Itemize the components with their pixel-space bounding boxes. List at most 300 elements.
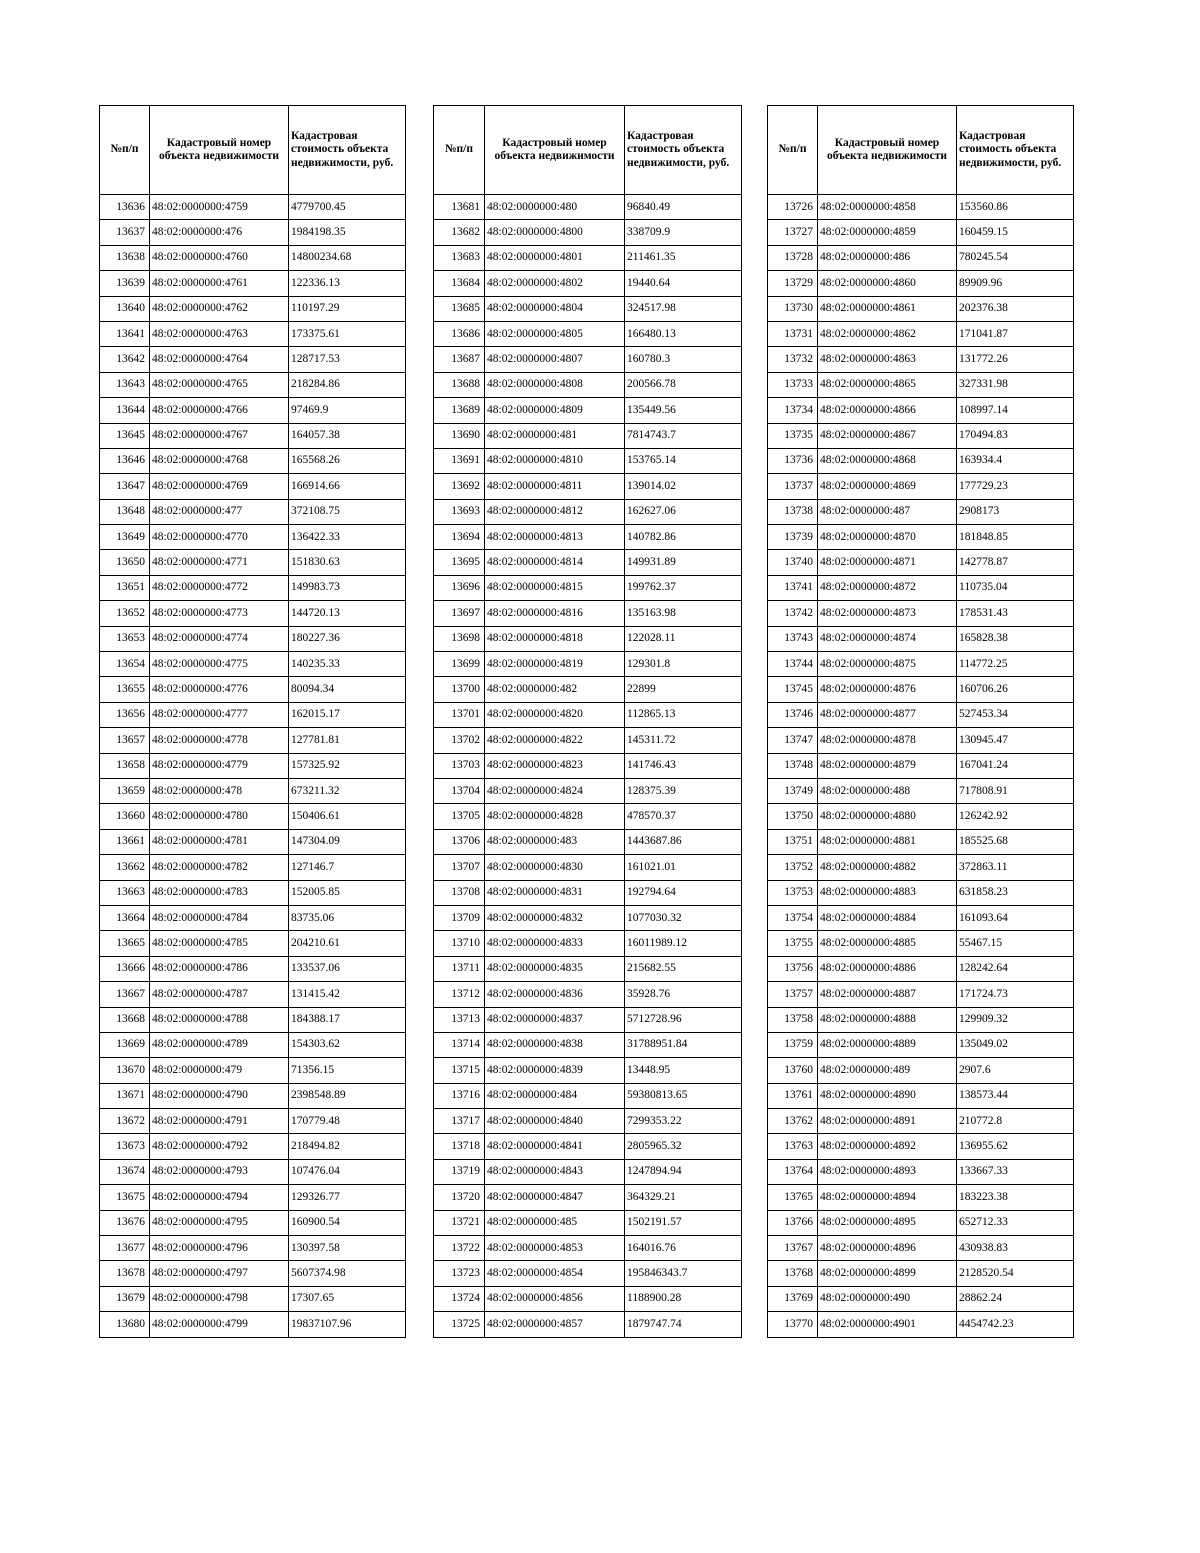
header-cadastral-value: Кадастровая стоимость объекта недвижимости, руб.: [625, 106, 742, 195]
cadastral-number: 48:02:0000000:477: [150, 499, 289, 524]
table-row: [434, 245, 742, 270]
table-row: [768, 245, 1074, 270]
cadastral-number: 48:02:0000000:4865: [818, 372, 957, 397]
table-row: [100, 245, 406, 270]
cadastral-number: 48:02:0000000:4811: [485, 474, 625, 499]
cadastral-value: 478570.37: [625, 804, 742, 829]
cadastral-number: 48:02:0000000:4861: [818, 296, 957, 321]
row-number: 13719: [434, 1159, 485, 1184]
row-number: 13690: [434, 423, 485, 448]
table-row: [768, 423, 1074, 448]
table-row: [434, 1185, 742, 1210]
cadastral-value: 83735.06: [289, 905, 406, 930]
table-row: [100, 550, 406, 575]
table-row: [100, 474, 406, 499]
row-number: 13668: [100, 1007, 150, 1032]
row-number: 13652: [100, 601, 150, 626]
cadastral-number: 48:02:0000000:4777: [150, 702, 289, 727]
cadastral-number: 48:02:0000000:4802: [485, 271, 625, 296]
row-number: 13717: [434, 1109, 485, 1134]
cadastral-value: 128375.39: [625, 778, 742, 803]
cadastral-number: 48:02:0000000:4880: [818, 804, 957, 829]
cadastral-number: 48:02:0000000:4853: [485, 1236, 625, 1261]
cadastral-value: 110735.04: [957, 575, 1074, 600]
cadastral-value: 160780.3: [625, 347, 742, 372]
table-row: [434, 1058, 742, 1083]
cadastral-number: 48:02:0000000:4815: [485, 575, 625, 600]
row-number: 13696: [434, 575, 485, 600]
row-number: 13648: [100, 499, 150, 524]
cadastral-table-2: [433, 105, 742, 1338]
table-row: [434, 1286, 742, 1311]
cadastral-value: 7299353.22: [625, 1109, 742, 1134]
row-number: 13705: [434, 804, 485, 829]
cadastral-number: 48:02:0000000:479: [150, 1058, 289, 1083]
table-row: [434, 677, 742, 702]
cadastral-value: 152005.85: [289, 880, 406, 905]
cadastral-value: 1443687.86: [625, 829, 742, 854]
table-row: [768, 753, 1074, 778]
table-row: [100, 448, 406, 473]
row-number: 13729: [768, 271, 818, 296]
cadastral-number: 48:02:0000000:4794: [150, 1185, 289, 1210]
table-row: [434, 1261, 742, 1286]
cadastral-value: 28862.24: [957, 1286, 1074, 1311]
cadastral-number: 48:02:0000000:4808: [485, 372, 625, 397]
cadastral-number: 48:02:0000000:4833: [485, 931, 625, 956]
cadastral-value: 80094.34: [289, 677, 406, 702]
table-row: [100, 195, 406, 220]
row-number: 13754: [768, 905, 818, 930]
cadastral-value: 1879747.74: [625, 1312, 742, 1337]
table-row: [434, 982, 742, 1007]
table-row: [768, 321, 1074, 346]
cadastral-value: 135049.02: [957, 1032, 1074, 1057]
cadastral-number: 48:02:0000000:4863: [818, 347, 957, 372]
cadastral-value: 327331.98: [957, 372, 1074, 397]
cadastral-number: 48:02:0000000:4841: [485, 1134, 625, 1159]
row-number: 13665: [100, 931, 150, 956]
cadastral-value: 107476.04: [289, 1159, 406, 1184]
cadastral-value: 1502191.57: [625, 1210, 742, 1235]
cadastral-number: 48:02:0000000:4765: [150, 372, 289, 397]
table-row: [768, 1185, 1074, 1210]
cadastral-value: 202376.38: [957, 296, 1074, 321]
row-number: 13760: [768, 1058, 818, 1083]
table-row: [100, 347, 406, 372]
table-row: [434, 271, 742, 296]
cadastral-number: 48:02:0000000:4793: [150, 1159, 289, 1184]
table-row: [100, 753, 406, 778]
cadastral-value: 153765.14: [625, 448, 742, 473]
table-row: [100, 778, 406, 803]
cadastral-number: 48:02:0000000:4790: [150, 1083, 289, 1108]
cadastral-value: 97469.9: [289, 398, 406, 423]
cadastral-value: 165828.38: [957, 626, 1074, 651]
cadastral-value: 181848.85: [957, 525, 1074, 550]
table-row: [768, 575, 1074, 600]
cadastral-number: 48:02:0000000:4876: [818, 677, 957, 702]
cadastral-number: 48:02:0000000:486: [818, 245, 957, 270]
cadastral-value: 114772.25: [957, 652, 1074, 677]
cadastral-value: 160459.15: [957, 220, 1074, 245]
row-number: 13674: [100, 1159, 150, 1184]
cadastral-value: 204210.61: [289, 931, 406, 956]
table-row: [768, 982, 1074, 1007]
table-row: [100, 1058, 406, 1083]
row-number: 13680: [100, 1312, 150, 1337]
table-row: [768, 1058, 1074, 1083]
cadastral-value: 141746.43: [625, 753, 742, 778]
cadastral-number: 48:02:0000000:4860: [818, 271, 957, 296]
cadastral-number: 48:02:0000000:4785: [150, 931, 289, 956]
cadastral-value: 430938.83: [957, 1236, 1074, 1261]
row-number: 13650: [100, 550, 150, 575]
table-row: [434, 905, 742, 930]
row-number: 13761: [768, 1083, 818, 1108]
cadastral-number: 48:02:0000000:4812: [485, 499, 625, 524]
cadastral-value: 136422.33: [289, 525, 406, 550]
cadastral-value: 112865.13: [625, 702, 742, 727]
table-row: [434, 931, 742, 956]
row-number: 13709: [434, 905, 485, 930]
cadastral-number: 48:02:0000000:4866: [818, 398, 957, 423]
table-row: [768, 1159, 1074, 1184]
cadastral-value: 631858.23: [957, 880, 1074, 905]
row-number: 13682: [434, 220, 485, 245]
cadastral-number: 48:02:0000000:4871: [818, 550, 957, 575]
table-row: [434, 398, 742, 423]
table-row: [434, 1134, 742, 1159]
header-number: №п/п: [768, 106, 818, 195]
cadastral-value: 14800234.68: [289, 245, 406, 270]
table-row: [768, 271, 1074, 296]
cadastral-value: 149931.89: [625, 550, 742, 575]
cadastral-value: 130945.47: [957, 728, 1074, 753]
table-row: [768, 601, 1074, 626]
cadastral-value: 16011989.12: [625, 931, 742, 956]
cadastral-value: 130397.58: [289, 1236, 406, 1261]
cadastral-value: 2805965.32: [625, 1134, 742, 1159]
cadastral-value: 5607374.98: [289, 1261, 406, 1286]
table-row: [768, 905, 1074, 930]
row-number: 13743: [768, 626, 818, 651]
row-number: 13670: [100, 1058, 150, 1083]
row-number: 13713: [434, 1007, 485, 1032]
cadastral-number: 48:02:0000000:4773: [150, 601, 289, 626]
table-row: [434, 702, 742, 727]
table-row: [100, 804, 406, 829]
cadastral-value: 215682.55: [625, 956, 742, 981]
cadastral-number: 48:02:0000000:4759: [150, 195, 289, 220]
row-number: 13639: [100, 271, 150, 296]
cadastral-number: 48:02:0000000:4813: [485, 525, 625, 550]
cadastral-number: 48:02:0000000:4874: [818, 626, 957, 651]
cadastral-value: 55467.15: [957, 931, 1074, 956]
cadastral-value: 338709.9: [625, 220, 742, 245]
row-number: 13669: [100, 1032, 150, 1057]
cadastral-value: 652712.33: [957, 1210, 1074, 1235]
row-number: 13661: [100, 829, 150, 854]
header-cadastral-value: Кадастровая стоимость объекта недвижимости, руб.: [957, 106, 1074, 195]
row-number: 13767: [768, 1236, 818, 1261]
table-row: [434, 880, 742, 905]
row-number: 13765: [768, 1185, 818, 1210]
cadastral-number: 48:02:0000000:4787: [150, 982, 289, 1007]
table-row: [434, 626, 742, 651]
row-number: 13706: [434, 829, 485, 854]
cadastral-number: 48:02:0000000:4882: [818, 855, 957, 880]
cadastral-value: 35928.76: [625, 982, 742, 1007]
row-number: 13679: [100, 1286, 150, 1311]
table-row: [434, 474, 742, 499]
cadastral-number: 48:02:0000000:4816: [485, 601, 625, 626]
cadastral-value: 364329.21: [625, 1185, 742, 1210]
cadastral-number: 48:02:0000000:4884: [818, 905, 957, 930]
cadastral-number: 48:02:0000000:487: [818, 499, 957, 524]
row-number: 13720: [434, 1185, 485, 1210]
table-row: [434, 220, 742, 245]
table-row: [434, 347, 742, 372]
row-number: 13730: [768, 296, 818, 321]
row-number: 13699: [434, 652, 485, 677]
row-number: 13744: [768, 652, 818, 677]
table-row: [768, 1083, 1074, 1108]
header-cadastral-number: Кадастровый номер объекта недвижимости: [818, 106, 957, 195]
header-cadastral-value: Кадастровая стоимость объекта недвижимости, руб.: [289, 106, 406, 195]
cadastral-number: 48:02:0000000:4820: [485, 702, 625, 727]
table-row: [768, 220, 1074, 245]
table-row: [768, 1236, 1074, 1261]
cadastral-number: 48:02:0000000:4840: [485, 1109, 625, 1134]
row-number: 13750: [768, 804, 818, 829]
table-row: [768, 1032, 1074, 1057]
table-row: [768, 956, 1074, 981]
table-row: [100, 626, 406, 651]
table-row: [100, 855, 406, 880]
cadastral-value: 133667.33: [957, 1159, 1074, 1184]
cadastral-number: 48:02:0000000:4804: [485, 296, 625, 321]
row-number: 13678: [100, 1261, 150, 1286]
row-number: 13636: [100, 195, 150, 220]
row-number: 13687: [434, 347, 485, 372]
cadastral-value: 13448.95: [625, 1058, 742, 1083]
row-number: 13753: [768, 880, 818, 905]
cadastral-number: 48:02:0000000:485: [485, 1210, 625, 1235]
cadastral-number: 48:02:0000000:4895: [818, 1210, 957, 1235]
cadastral-number: 48:02:0000000:4870: [818, 525, 957, 550]
cadastral-number: 48:02:0000000:4843: [485, 1159, 625, 1184]
row-number: 13746: [768, 702, 818, 727]
cadastral-number: 48:02:0000000:4769: [150, 474, 289, 499]
row-number: 13637: [100, 220, 150, 245]
cadastral-number: 48:02:0000000:4761: [150, 271, 289, 296]
cadastral-number: 48:02:0000000:4778: [150, 728, 289, 753]
table-row: [100, 1159, 406, 1184]
table-row: [100, 1109, 406, 1134]
cadastral-value: 129909.32: [957, 1007, 1074, 1032]
cadastral-number: 48:02:0000000:4783: [150, 880, 289, 905]
cadastral-number: 48:02:0000000:4890: [818, 1083, 957, 1108]
row-number: 13677: [100, 1236, 150, 1261]
row-number: 13640: [100, 296, 150, 321]
cadastral-number: 48:02:0000000:4835: [485, 956, 625, 981]
table-row: [768, 347, 1074, 372]
cadastral-value: 142778.87: [957, 550, 1074, 575]
cadastral-value: 140235.33: [289, 652, 406, 677]
cadastral-value: 180227.36: [289, 626, 406, 651]
row-number: 13757: [768, 982, 818, 1007]
row-number: 13712: [434, 982, 485, 1007]
cadastral-number: 48:02:0000000:4856: [485, 1286, 625, 1311]
row-number: 13676: [100, 1210, 150, 1235]
cadastral-number: 48:02:0000000:4779: [150, 753, 289, 778]
cadastral-value: 211461.35: [625, 245, 742, 270]
cadastral-number: 48:02:0000000:476: [150, 220, 289, 245]
cadastral-value: 108997.14: [957, 398, 1074, 423]
table-row: [100, 677, 406, 702]
cadastral-number: 48:02:0000000:4859: [818, 220, 957, 245]
row-number: 13675: [100, 1185, 150, 1210]
cadastral-number: 48:02:0000000:4837: [485, 1007, 625, 1032]
cadastral-number: 48:02:0000000:4760: [150, 245, 289, 270]
row-number: 13718: [434, 1134, 485, 1159]
cadastral-value: 2398548.89: [289, 1083, 406, 1108]
cadastral-number: 48:02:0000000:4823: [485, 753, 625, 778]
row-number: 13769: [768, 1286, 818, 1311]
row-number: 13663: [100, 880, 150, 905]
header-number: №п/п: [434, 106, 485, 195]
cadastral-value: 161093.64: [957, 905, 1074, 930]
row-number: 13752: [768, 855, 818, 880]
cadastral-number: 48:02:0000000:4832: [485, 905, 625, 930]
cadastral-number: 48:02:0000000:4819: [485, 652, 625, 677]
cadastral-value: 135163.98: [625, 601, 742, 626]
cadastral-number: 48:02:0000000:4807: [485, 347, 625, 372]
row-number: 13647: [100, 474, 150, 499]
cadastral-number: 48:02:0000000:4873: [818, 601, 957, 626]
cadastral-number: 48:02:0000000:4789: [150, 1032, 289, 1057]
cadastral-number: 48:02:0000000:4814: [485, 550, 625, 575]
row-number: 13704: [434, 778, 485, 803]
row-number: 13643: [100, 372, 150, 397]
table-row: [434, 855, 742, 880]
table-row: [100, 1083, 406, 1108]
table-row: [434, 575, 742, 600]
table-row: [434, 804, 742, 829]
header-number: №п/п: [100, 106, 150, 195]
cadastral-value: 324517.98: [625, 296, 742, 321]
cadastral-value: 210772.8: [957, 1109, 1074, 1134]
row-number: 13766: [768, 1210, 818, 1235]
cadastral-value: 1984198.35: [289, 220, 406, 245]
cadastral-value: 1077030.32: [625, 905, 742, 930]
row-number: 13641: [100, 321, 150, 346]
cadastral-value: 717808.91: [957, 778, 1074, 803]
cadastral-number: 48:02:0000000:4828: [485, 804, 625, 829]
row-number: 13707: [434, 855, 485, 880]
cadastral-value: 4779700.45: [289, 195, 406, 220]
row-number: 13768: [768, 1261, 818, 1286]
table-row: [434, 956, 742, 981]
cadastral-value: 31788951.84: [625, 1032, 742, 1057]
table-row: [100, 905, 406, 930]
cadastral-value: 2908173: [957, 499, 1074, 524]
cadastral-value: 163934.4: [957, 448, 1074, 473]
table-row: [100, 982, 406, 1007]
table-row: [768, 626, 1074, 651]
table-row: [768, 372, 1074, 397]
row-number: 13739: [768, 525, 818, 550]
table-row: [434, 195, 742, 220]
table-row: [100, 372, 406, 397]
row-number: 13684: [434, 271, 485, 296]
table-row: [768, 855, 1074, 880]
row-number: 13651: [100, 575, 150, 600]
table-row: [100, 1134, 406, 1159]
row-number: 13671: [100, 1083, 150, 1108]
table-row: [768, 1286, 1074, 1311]
cadastral-number: 48:02:0000000:4886: [818, 956, 957, 981]
row-number: 13660: [100, 804, 150, 829]
row-number: 13692: [434, 474, 485, 499]
table-row: [100, 296, 406, 321]
table-row: [434, 525, 742, 550]
table-row: [768, 1109, 1074, 1134]
row-number: 13673: [100, 1134, 150, 1159]
cadastral-value: 89909.96: [957, 271, 1074, 296]
row-number: 13714: [434, 1032, 485, 1057]
table-row: [434, 1312, 742, 1337]
table-row: [434, 296, 742, 321]
table-row: [434, 550, 742, 575]
cadastral-number: 48:02:0000000:4774: [150, 626, 289, 651]
table-row: [100, 1007, 406, 1032]
cadastral-value: 165568.26: [289, 448, 406, 473]
row-number: 13736: [768, 448, 818, 473]
cadastral-number: 48:02:0000000:4836: [485, 982, 625, 1007]
cadastral-value: 780245.54: [957, 245, 1074, 270]
row-number: 13758: [768, 1007, 818, 1032]
row-number: 13764: [768, 1159, 818, 1184]
table-row: [768, 474, 1074, 499]
table-row: [768, 296, 1074, 321]
table-row: [434, 423, 742, 448]
table-row: [768, 804, 1074, 829]
cadastral-value: 178531.43: [957, 601, 1074, 626]
row-number: 13716: [434, 1083, 485, 1108]
table-row: [100, 1210, 406, 1235]
cadastral-value: 138573.44: [957, 1083, 1074, 1108]
table-row: [100, 321, 406, 346]
cadastral-number: 48:02:0000000:4892: [818, 1134, 957, 1159]
row-number: 13762: [768, 1109, 818, 1134]
cadastral-value: 1188900.28: [625, 1286, 742, 1311]
cadastral-value: 218284.86: [289, 372, 406, 397]
cadastral-number: 48:02:0000000:4791: [150, 1109, 289, 1134]
table-row: [768, 1134, 1074, 1159]
row-number: 13745: [768, 677, 818, 702]
cadastral-number: 48:02:0000000:4889: [818, 1032, 957, 1057]
row-number: 13683: [434, 245, 485, 270]
cadastral-value: 126242.92: [957, 804, 1074, 829]
cadastral-number: 48:02:0000000:4894: [818, 1185, 957, 1210]
cadastral-value: 184388.17: [289, 1007, 406, 1032]
table-row: [100, 601, 406, 626]
cadastral-number: 48:02:0000000:4795: [150, 1210, 289, 1235]
cadastral-value: 167041.24: [957, 753, 1074, 778]
row-number: 13638: [100, 245, 150, 270]
